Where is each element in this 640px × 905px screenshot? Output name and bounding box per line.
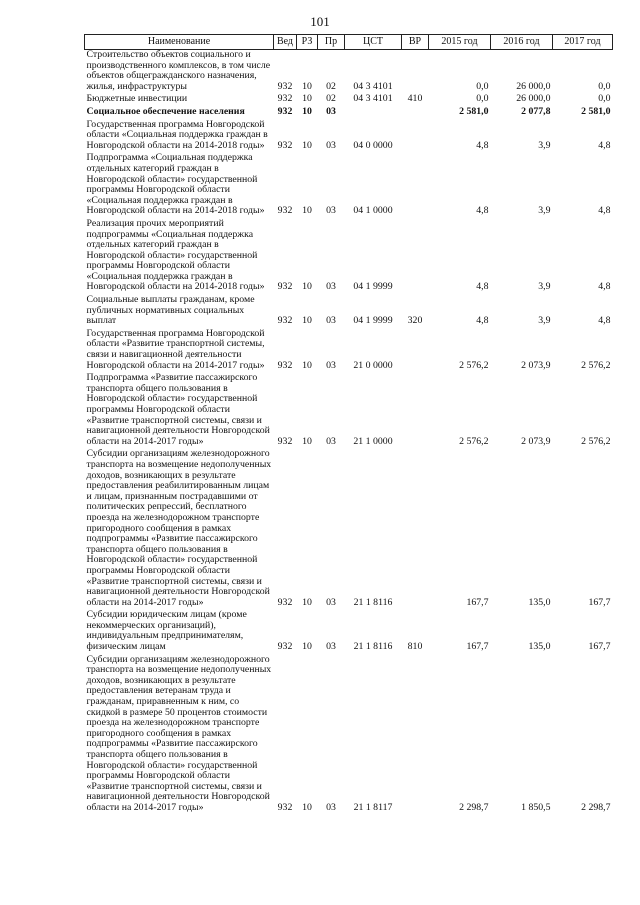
row-2017: 167,7 — [588, 641, 611, 653]
row-2016: 26 000,0 — [516, 93, 551, 105]
table-row — [85, 373, 613, 449]
row-name: Подпрограмма «Социальная поддержка отдельных категорий граждан в Новгородской области» государственной программы Новгородской области «Социальная поддержка граждан в Новгородской области на 2014-2018 годы» — [86, 152, 265, 217]
table-row — [85, 107, 613, 120]
row-pr: 03 — [326, 105, 336, 117]
page-number: 101 — [310, 14, 330, 29]
row-vr — [402, 50, 429, 95]
row-2016: 3,9 — [538, 139, 551, 151]
row-rz: 10 — [302, 359, 312, 371]
row-vr — [402, 153, 429, 219]
row-2015: 0,0 — [476, 93, 489, 105]
row-rz: 10 — [302, 139, 312, 151]
row-2015: 167,7 — [466, 641, 489, 653]
row-rz: 10 — [302, 80, 312, 92]
row-2016: 135,0 — [528, 596, 551, 608]
row-vr — [402, 219, 429, 295]
row-2017: 0,0 — [598, 80, 611, 92]
table-row — [85, 219, 613, 295]
row-vr — [402, 329, 429, 373]
row-2017: 2 581,0 — [581, 105, 611, 117]
row-cst: 04 1 9999 — [353, 315, 393, 327]
row-2015: 0,0 — [476, 80, 489, 92]
row-ved: 932 — [277, 801, 293, 813]
row-rz: 10 — [302, 641, 312, 653]
row-cst: 04 1 9999 — [353, 281, 393, 293]
row-ved: 932 — [277, 281, 293, 293]
row-2017: 4,8 — [598, 281, 611, 293]
row-cst: 04 1 0000 — [353, 205, 393, 217]
header-ved: Вед — [274, 35, 297, 50]
row-ved: 932 — [277, 641, 293, 653]
row-ved: 932 — [277, 80, 293, 92]
table-row — [85, 655, 613, 816]
row-2016: 2 073,9 — [521, 435, 551, 447]
row-ved: 932 — [277, 315, 293, 327]
row-cst: 04 3 4101 — [353, 93, 393, 105]
header-name: Наименование — [85, 35, 274, 50]
row-cst: 04 0 0000 — [353, 139, 393, 151]
row-rz: 10 — [302, 596, 312, 608]
row-2017: 4,8 — [598, 205, 611, 217]
row-rz: 10 — [302, 205, 312, 217]
row-2015: 4,8 — [476, 205, 489, 217]
row-pr: 03 — [326, 281, 336, 293]
row-pr: 02 — [326, 80, 336, 92]
table-row — [85, 50, 613, 95]
row-cst — [345, 107, 402, 120]
row-vr: 810 — [407, 641, 423, 653]
row-2016: 3,9 — [538, 205, 551, 217]
row-pr: 03 — [326, 641, 336, 653]
row-2015: 167,7 — [466, 596, 489, 608]
row-2015: 4,8 — [476, 139, 489, 151]
row-name: Реализация прочих мероприятий подпрограммы «Социальная поддержка отдельных категорий граждан в Новгородской области» государственной программы Новгородской области «Социальная поддержка граждан в Новгородской области на 2014-2018 годы» — [86, 217, 265, 293]
header-rz: РЗ — [297, 35, 318, 50]
row-2017: 4,8 — [598, 315, 611, 327]
row-2017: 167,7 — [588, 596, 611, 608]
row-2017: 2 298,7 — [581, 801, 611, 813]
table-row — [85, 153, 613, 219]
row-name: Социальные выплаты гражданам, кроме публичных нормативных социальных выплат — [86, 294, 255, 327]
row-name: Строительство объектов социального и производственного комплексов, в том числе объектов общегражданского назначения, жилья, инфраструктуры — [86, 49, 271, 92]
row-2015: 2 581,0 — [459, 105, 489, 117]
row-2016: 26 000,0 — [516, 80, 551, 92]
row-cst: 21 1 0000 — [353, 435, 393, 447]
row-pr: 03 — [326, 359, 336, 371]
row-ved: 932 — [277, 435, 293, 447]
row-rz: 10 — [302, 105, 312, 117]
row-ved: 932 — [277, 93, 293, 105]
row-2015: 4,8 — [476, 315, 489, 327]
row-2016: 3,9 — [538, 281, 551, 293]
row-rz: 10 — [302, 801, 312, 813]
row-2016: 2 077,8 — [521, 105, 551, 117]
table-row — [85, 120, 613, 154]
row-ved: 932 — [277, 596, 293, 608]
row-vr — [402, 120, 429, 154]
header-2015: 2015 год — [429, 35, 491, 50]
header-cst: ЦСТ — [345, 35, 402, 50]
row-vr — [402, 449, 429, 610]
row-pr: 03 — [326, 315, 336, 327]
row-ved: 932 — [277, 139, 293, 151]
row-2017: 0,0 — [598, 93, 611, 105]
row-name: Субсидии организациям железнодорожного транспорта на возмещение недополученных доходов, возникающих в результате предоставления реабилитированным лицам и лицам, признанным пострадавшими от политических репрессий, бесплатного проезда на железнодорожном транспорте пригородного сообщения в рамках подпрограммы «Развитие пассажирского транспорта общего пользования в Новгородской области» государственной программы Новгородской области «Развитие транспортной системы, связи и навигационной деятельности Новгородской области на 2014-2017 годы» — [86, 448, 272, 608]
row-ved: 932 — [277, 359, 293, 371]
row-pr: 03 — [326, 139, 336, 151]
row-pr: 03 — [326, 801, 336, 813]
row-pr: 03 — [326, 435, 336, 447]
budget-table — [84, 34, 613, 816]
table-row — [85, 295, 613, 329]
row-name: Государственная программа Новгородской области «Социальная поддержка граждан в Новгородской области на 2014-2018 годы» — [86, 118, 268, 151]
row-vr: 320 — [407, 315, 423, 327]
row-cst: 21 1 8116 — [353, 596, 393, 608]
header-pr: Пр — [318, 35, 345, 50]
row-cst: 21 0 0000 — [353, 359, 393, 371]
header-2017: 2017 год — [553, 35, 613, 50]
row-cst: 21 1 8117 — [353, 801, 393, 813]
row-name: Субсидии организациям железнодорожного транспорта на возмещение недополученных доходов, возникающих в результате предоставления ветеранам труда и гражданам, приравненным к ним, со скидкой в размере 50 процентов стоимости проезда на железнодорожном транспорте пригородного сообщения в рамках подпрограммы «Развитие пассажирского транспорта общего пользования в Новгородской области» государственной программы Новгородской области «Развитие транспортной системы, связи и навигационной деятельности Новгородской области на 2014-2017 годы» — [86, 653, 272, 813]
row-2016: 3,9 — [538, 315, 551, 327]
row-2015: 4,8 — [476, 281, 489, 293]
table-row — [85, 449, 613, 610]
row-rz: 10 — [302, 93, 312, 105]
row-name: Социальное обеспечение населения — [86, 105, 245, 117]
row-cst: 21 1 8116 — [353, 641, 393, 653]
row-2017: 4,8 — [598, 139, 611, 151]
row-2016: 135,0 — [528, 641, 551, 653]
row-rz: 10 — [302, 315, 312, 327]
row-rz: 10 — [302, 435, 312, 447]
row-vr: 410 — [407, 93, 423, 105]
header-2016: 2016 год — [491, 35, 553, 50]
header-vr: ВР — [402, 35, 429, 50]
row-2015: 2 576,2 — [459, 359, 489, 371]
row-2017: 2 576,2 — [581, 435, 611, 447]
row-ved: 932 — [277, 205, 293, 217]
table-body — [85, 50, 613, 816]
row-pr: 02 — [326, 93, 336, 105]
row-vr — [402, 655, 429, 816]
row-name: Субсидии юридическим лицам (кроме некоммерческих организаций), индивидуальным предпринимателям, физическим лицам — [86, 609, 247, 653]
row-2017: 2 576,2 — [581, 359, 611, 371]
row-ved: 932 — [277, 105, 293, 117]
row-2015: 2 576,2 — [459, 435, 489, 447]
row-vr — [402, 107, 429, 120]
row-2016: 2 073,9 — [521, 359, 551, 371]
table-row — [85, 329, 613, 373]
row-rz: 10 — [302, 281, 312, 293]
row-pr: 03 — [326, 205, 336, 217]
row-vr — [402, 373, 429, 449]
row-2016: 1 850,5 — [521, 801, 551, 813]
row-name: Государственная программа Новгородской области «Развитие транспортной системы, связи и навигационной деятельности Новгородской области на 2014-2017 годы» — [86, 327, 265, 371]
table-row — [85, 610, 613, 654]
table-header-row — [85, 35, 613, 50]
row-cst: 04 3 4101 — [353, 80, 393, 92]
row-name: Подпрограмма «Развитие пассажирского транспорта общего пользования в Новгородской области» государственной программы Новгородской области «Развитие транспортной системы, связи и навигационной деятельности Новгородской области на 2014-2017 годы» — [86, 372, 270, 447]
row-name: Бюджетные инвестиции — [86, 93, 188, 105]
row-pr: 03 — [326, 596, 336, 608]
row-2015: 2 298,7 — [459, 801, 489, 813]
